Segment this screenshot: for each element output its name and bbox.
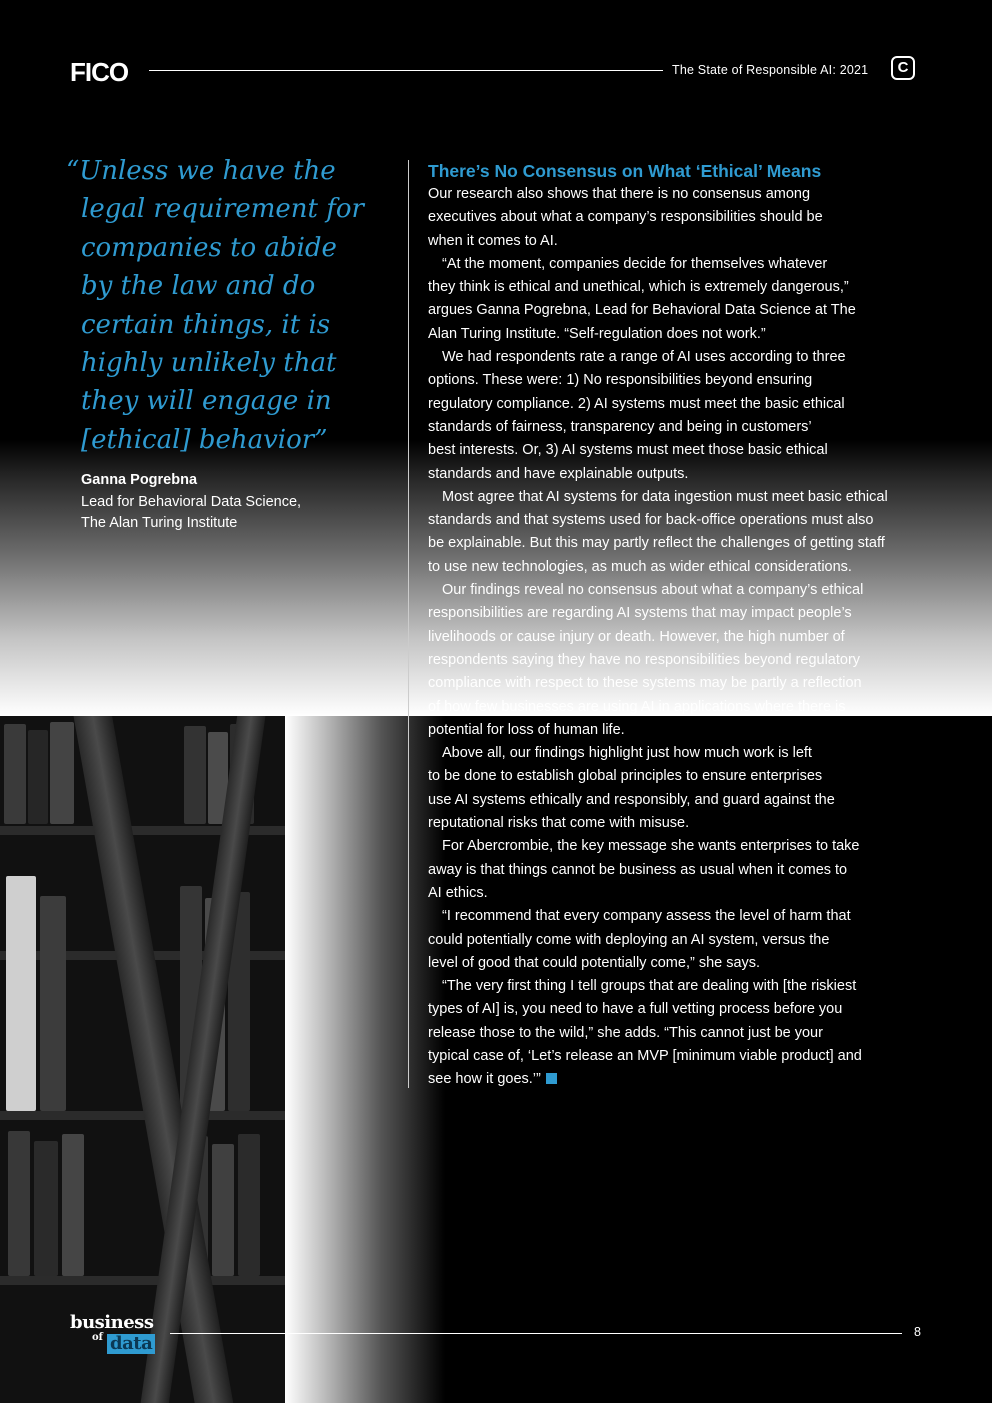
text-line: executives about what a company’s responsibilities should be	[428, 209, 823, 226]
logo-word-data: data	[107, 1334, 155, 1354]
page-number: 8	[914, 1325, 921, 1339]
report-title: The State of Responsible AI: 2021	[672, 63, 869, 77]
text-line: standards and that systems used for back-office operations must also	[428, 512, 874, 529]
logo-word-business: business	[70, 1312, 154, 1333]
quote-line: certain things, it is	[81, 309, 331, 340]
text-line: compliance with respect to these systems may be partly a reflection	[428, 675, 862, 692]
text-line: be explainable. But this may partly reflect the challenges of getting staff	[428, 535, 885, 552]
text-line: standards of fairness, transparency and being in customers’	[428, 418, 812, 435]
text-line: AI ethics.	[428, 884, 488, 901]
text-line: “I recommend that every company assess the level of harm that	[442, 908, 851, 925]
quote-line: highly unlikely that	[81, 348, 337, 379]
section-heading: There’s No Consensus on What ‘Ethical’ Means	[428, 161, 822, 181]
shelf	[0, 1276, 285, 1285]
text-line: options. These were: 1) No responsibilities beyond ensuring	[428, 372, 813, 389]
quote-line: legal requirement for	[81, 194, 364, 225]
text-line: to be done to establish global principles to ensure enterprises	[428, 768, 823, 785]
quote-line: they will engage in	[81, 386, 332, 417]
text-line: best interests. Or, 3) AI systems must meet those basic ethical	[428, 442, 828, 459]
text-line: typical case of, ‘Let’s release an MVP [minimum viable product] and	[428, 1047, 862, 1064]
text-line: when it comes to AI.	[428, 232, 558, 249]
fico-logo: FICO	[70, 57, 129, 87]
article-body	[428, 183, 928, 1092]
text-line: they think is ethical and unethical, which is extremely dangerous,”	[428, 279, 849, 296]
role-line: Lead for Behavioral Data Science,	[81, 494, 302, 510]
book	[6, 876, 36, 1111]
text-line-last	[428, 1068, 928, 1091]
text-line: release those to the wild,” she adds. “This cannot just be your	[428, 1024, 823, 1041]
text-line: “At the moment, companies decide for themselves whatever	[442, 255, 828, 272]
quote-line: by the law and do	[81, 271, 316, 302]
text-line: We had respondents rate a range of AI uses according to three	[442, 349, 846, 366]
book	[212, 1144, 234, 1276]
book	[40, 896, 66, 1111]
quote-attribution-role	[81, 492, 301, 534]
book	[34, 1141, 58, 1276]
text-line: use AI systems ethically and responsibly, and guard against the	[428, 791, 835, 808]
badge-letter: C	[897, 59, 909, 76]
book	[238, 1134, 260, 1276]
text-line: could potentially come with deploying an AI system, versus the	[428, 931, 830, 948]
text-line: responsibilities are regarding AI systems that may impact people’s	[428, 605, 852, 622]
book	[50, 722, 74, 824]
book	[4, 724, 26, 824]
chapter-badge-icon	[891, 56, 915, 80]
text-line: Most agree that AI systems for data ingestion must meet basic ethical	[442, 488, 888, 505]
text-line: For Abercrombie, the key message she wants enterprises to take	[442, 838, 860, 855]
quote-line: companies to abide	[81, 232, 337, 263]
library-bookshelf-image	[0, 716, 285, 1403]
text-line: Our findings reveal no consensus about what a company’s ethical	[442, 582, 864, 599]
book	[184, 726, 206, 824]
quote-line: [ethical] behavior”	[81, 424, 328, 455]
text-line: livelihoods or cause injury or death. However, the high number of	[428, 628, 845, 645]
text-line: Above all, our findings highlight just how much work is left	[442, 745, 812, 762]
text-line: types of AI] is, you need to have a full vetting process before you	[428, 1001, 843, 1018]
text-line: “The very first thing I tell groups that are dealing with [the riskiest	[442, 978, 857, 995]
business-of-data-logo	[70, 1312, 160, 1357]
book	[28, 730, 48, 824]
pull-quote	[66, 152, 396, 459]
text-line: Our research also shows that there is no consensus among	[428, 186, 811, 202]
role-line: The Alan Turing Institute	[81, 515, 238, 531]
quote-line: “Unless we have the	[66, 156, 336, 186]
header-rule	[149, 70, 663, 71]
text-line: standards and have explainable outputs.	[428, 465, 689, 482]
text-line: see how it goes.’”	[428, 1071, 541, 1088]
text-line: level of good that could potentially come,” she says.	[428, 954, 761, 971]
text-line: Alan Turing Institute. “Self-regulation does not work.”	[428, 325, 766, 342]
text-line: of how few businesses are using AI in applications where there is	[428, 698, 846, 715]
text-line: to use new technologies, as much as wider ethical considerations.	[428, 558, 852, 575]
end-mark-icon	[546, 1073, 557, 1084]
text-line: reputational risks that come with misuse.	[428, 815, 690, 832]
text-line: respondents saying they have no responsibilities beyond regulatory	[428, 651, 861, 668]
quote-attribution-name: Ganna Pogrebna	[81, 472, 198, 488]
text-line: regulatory compliance. 2) AI systems must meet the basic ethical	[428, 395, 845, 412]
footer-rule	[170, 1333, 902, 1334]
book	[8, 1131, 30, 1276]
logo-word-of: of	[92, 1332, 103, 1343]
image-fade	[285, 716, 445, 1403]
text-line: potential for loss of human life.	[428, 721, 625, 738]
article	[428, 160, 928, 1092]
text-line: argues Ganna Pogrebna, Lead for Behavioral Data Science at The	[428, 302, 856, 319]
column-divider	[408, 160, 409, 1088]
text-line: away is that things cannot be business as usual when it comes to	[428, 861, 848, 878]
book	[62, 1134, 84, 1276]
